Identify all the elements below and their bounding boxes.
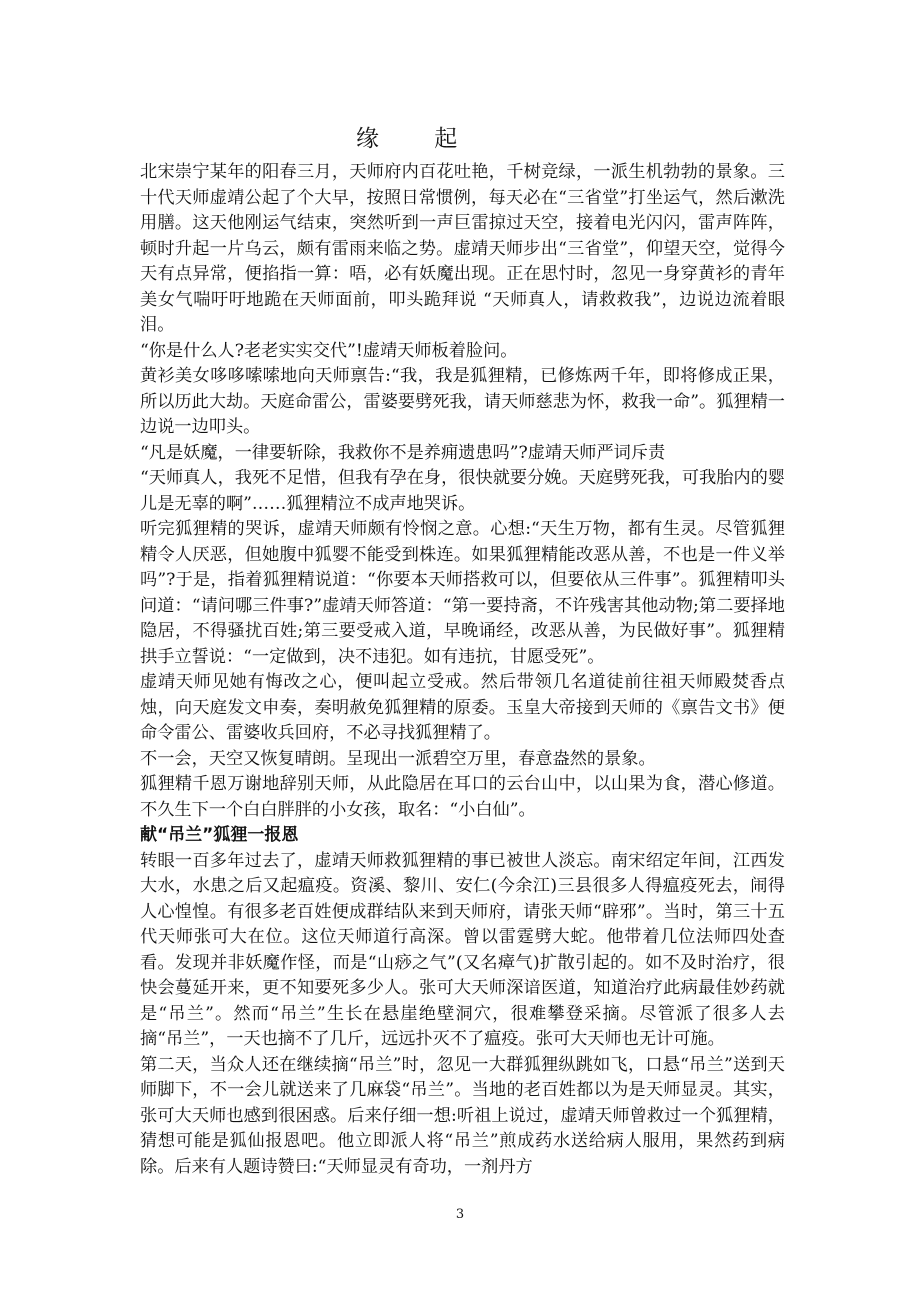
page-title: 缘 起 [356,126,482,152]
paragraph: 听完狐狸精的哭诉，虚靖天师颇有怜悯之意。心想:“天生万物，都有生灵。尽管狐狸精令人厌恶，但她腹中狐婴不能受到株连。如果狐狸精能改恶从善，不也是一件义举吗”?于是，指着狐狸精说道：“你要本天师搭救可以，但要依从三件事”。狐狸精叩头问道：“请问哪三件事?”虚靖天师答道：“第一要持斋，不许残害其他动物;第二要择地隐居，不得骚扰百姓;第三要受戒入道，早晚诵经，改恶从善，为民做好事”。狐狸精拱手立誓说：“一定做到，决不违犯。如有违抗，甘愿受死”。 [140,519,785,667]
section-heading: 献“吊兰”狐狸一报恩 [140,825,299,845]
document-body [140,160,785,1180]
paragraph: 转眼一百多年过去了，虚靖天师救狐狸精的事已被世人淡忘。南宋绍定年间，江西发大水，水患之后又起瘟疫。资溪、黎川、安仁(今余江)三县很多人得瘟疫死去，闹得人心惶惶。有很多老百姓便成群结队来到天师府，请张天师“辟邪”。当时，第三十五代天师张可大在位。这位天师道行高深。曾以雷霆劈大蛇。他带着几位法师四处查看。发现并非妖魔作怪，而是“山痧之气”(又名瘴气)扩散引起的。如不及时治疗，很快会蔓延开来，更不知要死多少人。张可大天师深谙医道，知道治疗此病最佳妙药就是“吊兰”。然而“吊兰”生长在悬崖绝壁洞穴，很难攀登采摘。尽管派了很多人去摘“吊兰”，一天也摘不了几斤，远远扑灭不了瘟疫。张可大天师也无计可施。 [140,850,785,1049]
paragraph: 第二天，当众人还在继续摘“吊兰”时，忽见一大群狐狸纵跳如飞，口悬“吊兰”送到天师脚下，不一会儿就送来了几麻袋“吊兰”。当地的老百姓都以为是天师显灵。其实，张可大天师也感到很困惑。后来仔细一想:听祖上说过，虚靖天师曾救过一个狐狸精，猜想可能是狐仙报恩吧。他立即派人将“吊兰”煎成药水送给病人服用，果然药到病除。后来有人题诗赞曰:“天师显灵有奇功，一剂丹方 [140,1054,785,1177]
page-number: 3 [455,1207,465,1222]
paragraph: 虚靖天师见她有悔改之心，便叫起立受戒。然后带领几名道徒前往祖天师殿焚香点烛，向天庭发文申奏，奏明赦免狐狸精的原委。玉皇大帝接到天师的《禀告文书》便命令雷公、雷婆收兵回府，不必寻找狐狸精了。 [140,672,785,743]
paragraph: “天师真人，我死不足惜，但我有孕在身，很快就要分娩。天庭劈死我，可我胎内的婴儿是无辜的啊”……狐狸精泣不成声地哭诉。 [140,468,785,514]
paragraph: “凡是妖魔，一律要斩除，我救你不是养痈遗患吗”?虚靖天师严词斥责 [140,442,666,463]
paragraph: 黄衫美女哆哆嗦嗦地向天师禀告:“我，我是狐狸精，已修炼两千年，即将修成正果，所以历此大劫。天庭命雷公，雷婆要劈死我，请天师慈悲为怀，救我一命”。狐狸精一边说一边叩头。 [140,366,785,437]
paragraph: 北宋崇宁某年的阳春三月，天师府内百花吐艳，千树竞绿，一派生机勃勃的景象。三十代天师虚靖公起了个大早，按照日常惯例，每天必在“三省堂”打坐运气，然后漱洗用膳。这天他刚运气结束，突然听到一声巨雷掠过天空，接着电光闪闪，雷声阵阵，顿时升起一片乌云，颇有雷雨来临之势。虚靖天师步出“三省堂”，仰望天空，觉得今天有点异常，便掐指一算：唔，必有妖魔出现。正在思忖时，忽见一身穿黄衫的青年美女气喘吁吁地跪在天师面前，叩头跪拜说 “天师真人，请救救我”，边说边流着眼泪。 [140,162,785,335]
paragraph: 不一会，天空又恢复晴朗。呈现出一派碧空万里，春意盎然的景象。 [140,748,656,769]
paragraph: 狐狸精千恩万谢地辞别天师，从此隐居在耳口的云台山中，以山果为食，潜心修道。不久生下一个白白胖胖的小女孩，取名：“小白仙”。 [140,774,785,820]
paragraph: “你是什么人?老老实实交代”!虚靖天师板着脸问。 [140,340,518,361]
